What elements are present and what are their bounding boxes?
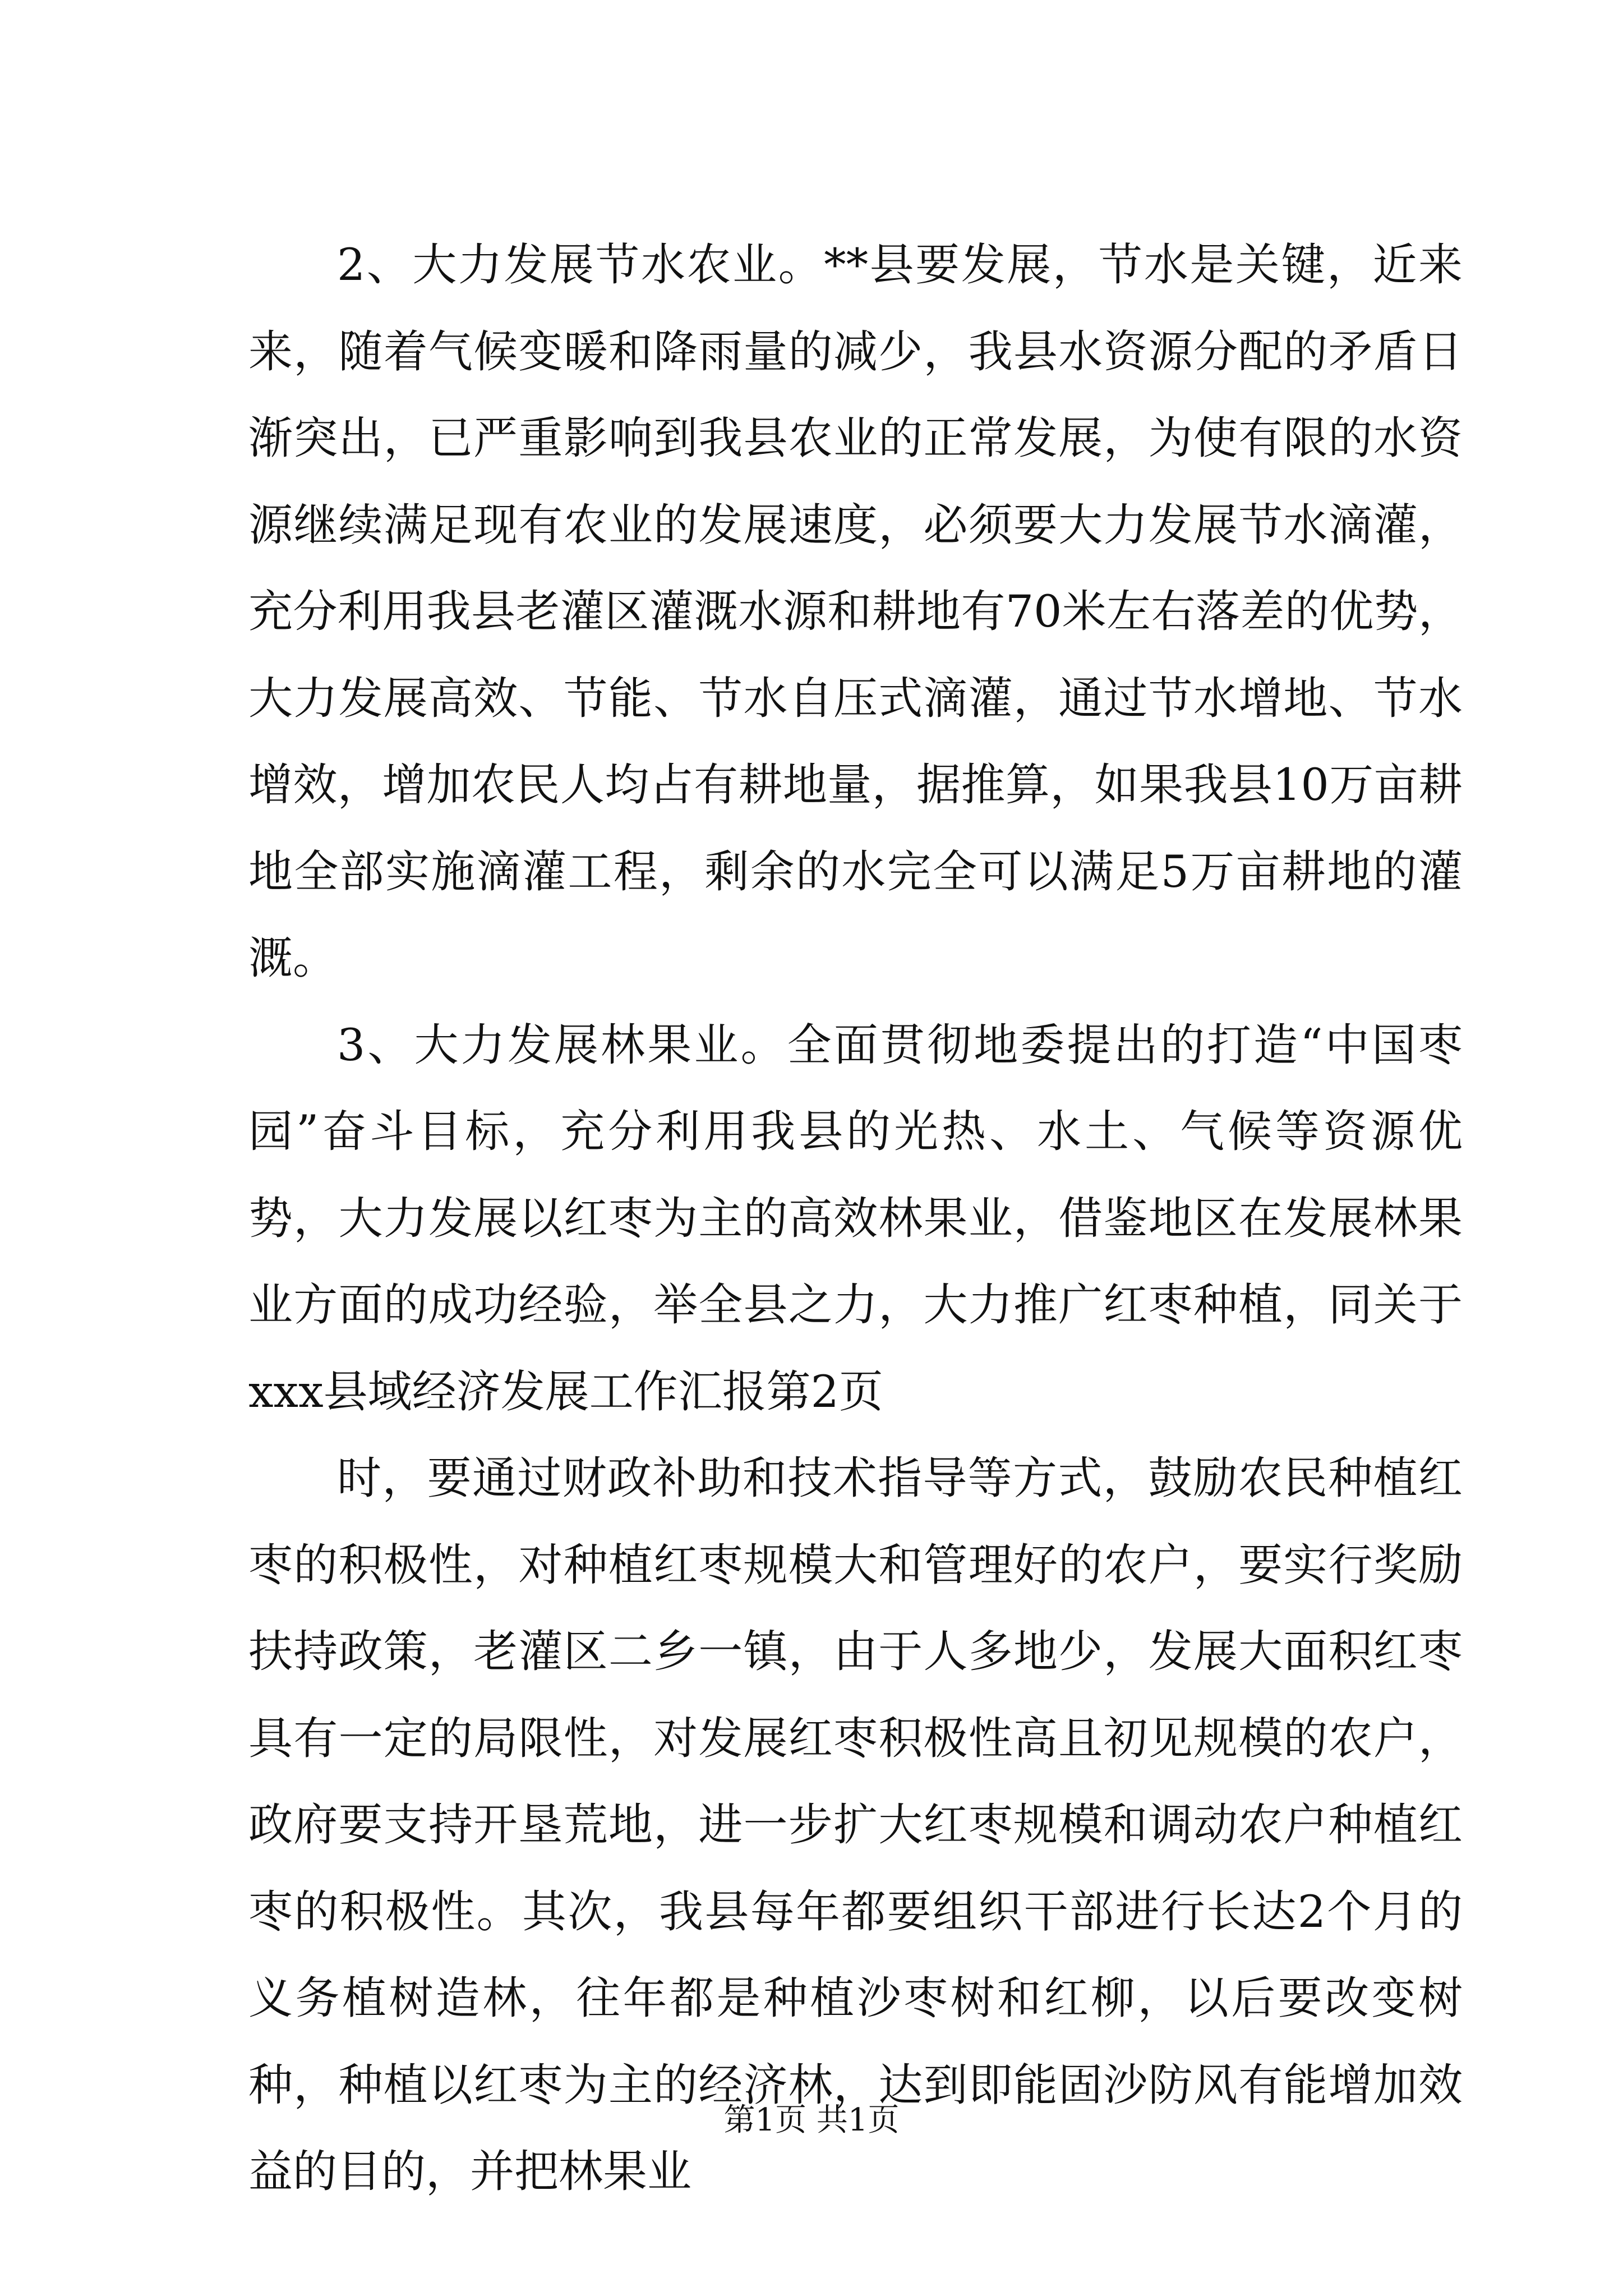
document-body [248, 222, 1463, 2215]
paragraph-red-jujube-policy: 时，要通过财政补助和技术指导等方式，鼓励农民种植红枣的积极性，对种植红枣规模大和管理好的农户，要实行奖励扶持政策，老灌区二乡一镇，由于人多地少，发展大面积红枣具有一定的局限性，对发展红枣积极性高且初见规模的农户，政府要支持开垦荒地，进一步扩大红枣规模和调动农户种植红枣的积极性。其次，我县每年都要组织干部进行长达2个月的义务植树造林，往年都是种植沙枣树和红柳，以后要改变树种，种植以红枣为主的经济林，达到即能固沙防风有能增加效益的目的，并把林果业 [248, 1452, 1463, 2197]
paragraph-forest-fruit-industry: 3、大力发展林果业。全面贯彻地委提出的打造“中国枣园”奋斗目标，充分利用我县的光热、水土、气候等资源优势，大力发展以红枣为主的高效林果业，借鉴地区在发展林果业方面的成功经验，举全县之力，大力推广红枣种植，同关于xxx县域经济发展工作汇报第2页 [248, 1019, 1463, 1418]
paragraph-water-saving-agriculture: 2、大力发展节水农业。**县要发展，节水是关键，近来来，随着气候变暖和降雨量的减少，我县水资源分配的矛盾日渐突出，已严重影响到我县农业的正常发展，为使有限的水资源继续满足现有农业的发展速度，必须要大力发展节水滴灌，充分利用我县老灌区灌溉水源和耕地有70米左右落差的优势，大力发展高效、节能、节水自压式滴灌，通过节水增地、节水增效，增加农民人均占有耕地量，据推算，如果我县10万亩耕地全部实施滴灌工程，剩余的水完全可以满足5万亩耕地的灌溉。 [248, 239, 1463, 984]
page-footer: 第1页 共1页 [723, 2102, 900, 2138]
